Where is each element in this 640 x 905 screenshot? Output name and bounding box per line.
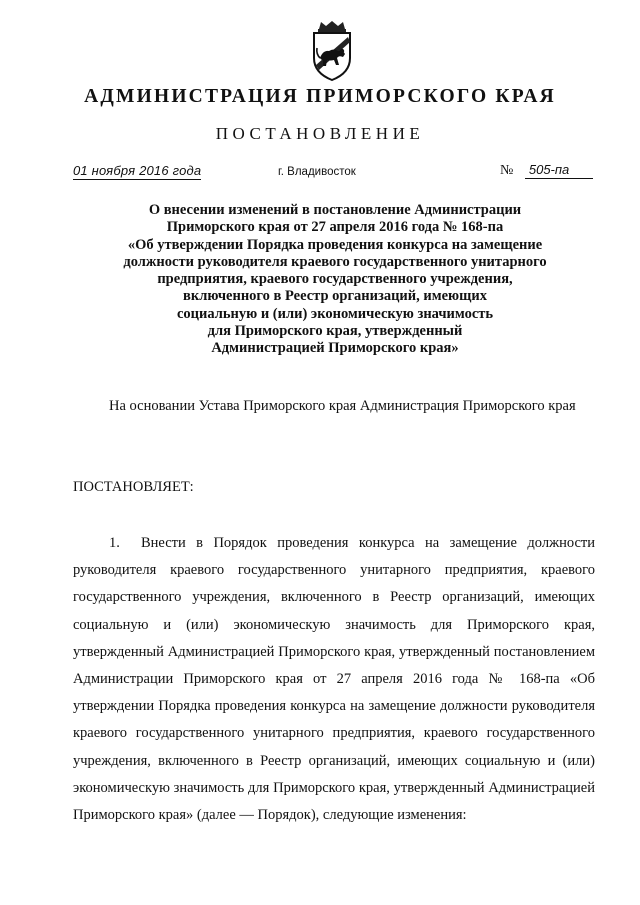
document-type: ПОСТАНОВЛЕНИЕ [215, 124, 425, 143]
heading-line: для Приморского края, утвержденный [207, 323, 463, 340]
document-city: г. Владивосток [278, 166, 356, 178]
document-heading [70, 202, 600, 358]
organization-title: АДМИНИСТРАЦИЯ ПРИМОРСКОГО КРАЯ [84, 86, 556, 107]
heading-line: Приморского края от 27 апреля 2016 года № 168-па [166, 219, 504, 236]
document-number [500, 162, 593, 179]
heading-line: О внесении изменений в постановление Администрации [148, 202, 522, 218]
coat-of-arms-icon [307, 20, 357, 82]
heading-line: социальную и (или) экономическую значимость [176, 305, 494, 322]
number-value: 505-па [525, 162, 593, 179]
item-paragraph [73, 530, 595, 829]
heading-line: включенного в Реестр организаций, имеющих [183, 288, 487, 305]
heading-line: предприятия, краевого государственного учреждения, [157, 271, 513, 288]
resolves-keyword: ПОСТАНОВЛЯЕТ: [73, 479, 194, 495]
basis-paragraph: На основании Устава Приморского края Администрация Приморского края [109, 398, 576, 414]
number-sign: № [500, 163, 514, 178]
item-number: 1. [109, 535, 120, 551]
heading-line: «Об утверждении Порядка проведения конкурса на замещение [127, 236, 543, 253]
document-date: 01 ноября 2016 года [73, 163, 202, 178]
heading-line: должности руководителя краевого государственного унитарного [123, 253, 547, 270]
item-text: Внести в Порядок проведения конкурса на замещение должности руководителя краевого государственного унитарного предприятия, краевого государственного учреждения, включенного в Реестр организаций, имеющих социальную и (или) экономическую значимость для Приморского края, утвержденный Администрацией Приморского края, утвержденный постановлением Администрации Приморского края от 27 апреля 2016 года № 168-па «Об утверждении Порядка проведения конкурса на замещение должности руководителя краевого государственного унитарного предприятия, краевого государственного учреждения, включенного в Реестр организаций, имеющих социальную и (или) экономическую значимость для Приморского края, утвержденный Администрацией Приморского края» (далее — Порядок), следующие изменения: [73, 535, 595, 824]
heading-line: Администрацией Приморского края» [211, 340, 459, 357]
